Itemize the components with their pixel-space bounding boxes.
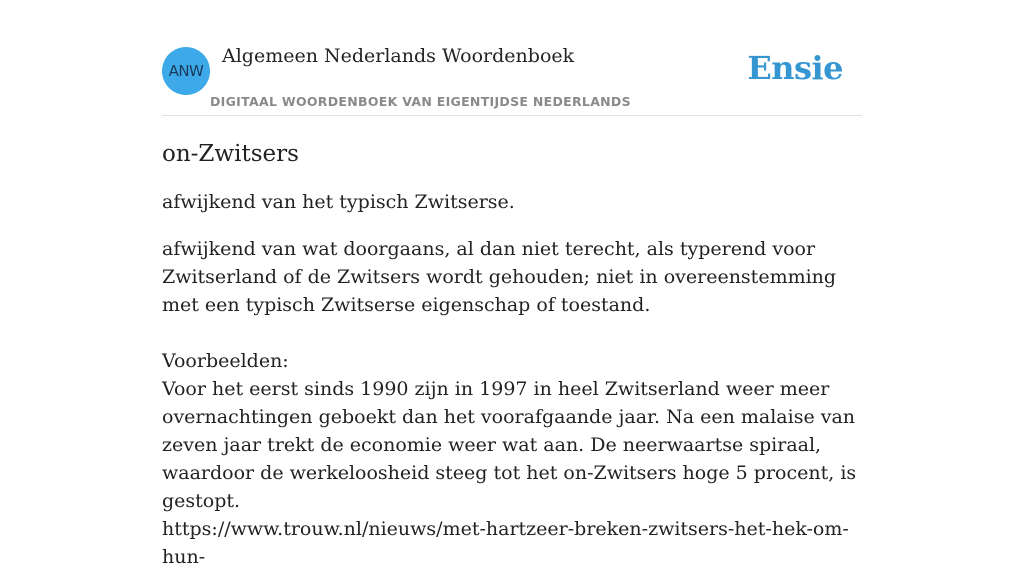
dictionary-subtitle: DIGITAAL WOORDENBOEK VAN EIGENTIJDSE NEDERLANDS — [210, 94, 631, 109]
header-divider — [162, 115, 862, 116]
entry-headword: on-Zwitsers — [162, 141, 299, 167]
entry-content — [162, 136, 862, 571]
ensie-brand-logo[interactable]: Ensie — [747, 49, 843, 87]
anw-logo[interactable]: ANW — [162, 47, 210, 95]
definition-and-examples: afwijkend van wat doorgaans, al dan niet terecht, als typerend voor Zwitserland of de Zwitsers wordt gehouden; niet in overeenstemming met een typisch Zwitserse eigenschap of toestand. Voorbeelden: Voor het eerst sinds 1990 zijn in 1997 in heel Zwitserland weer meer overnachtingen geboekt dan het voorafgaande jaar. Na een malaise van zeven jaar trekt de economie weer wat aan. De neerwaartse spiraal, waardoor de werkeloosheid steeg tot het on-Zwitsers hoge 5 procent, is gestopt. https://www.trouw.nl/nieuws/met-hartzeer-breken-zwitsers-het-hek-om-hun- — [162, 238, 857, 568]
short-definition: afwijkend van het typisch Zwitserse. — [162, 191, 515, 213]
dictionary-title[interactable]: Algemeen Nederlands Woordenboek — [222, 45, 575, 67]
